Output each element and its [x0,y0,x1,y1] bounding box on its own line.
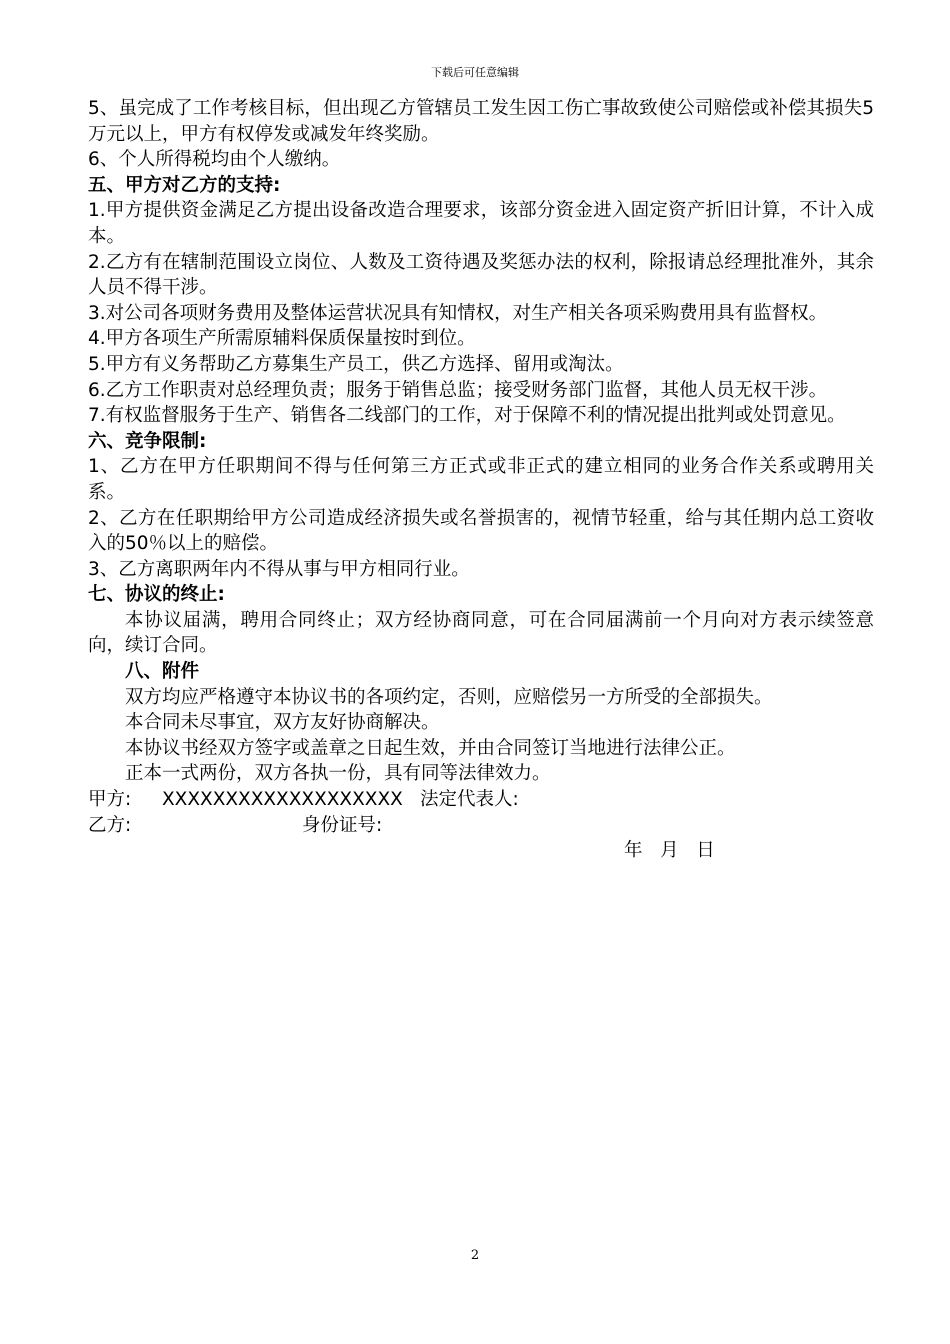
paragraph: 本协议届满，聘用合同终止；双方经协商同意，可在合同届满前一个月向对方表示续签意向，续订合同。 [88,609,874,657]
paragraph: 2.乙方有在辖制范围设立岗位、人数及工资待遇及奖惩办法的权利，除报请总经理批准外，其余人员不得干涉。 [88,251,874,299]
paragraph: 双方均应严格遵守本协议书的各项约定，否则，应赔偿另一方所受的全部损失。 [125,686,773,708]
paragraph: 5.甲方有义务帮助乙方募集生产员工，供乙方选择、留用或淘汰。 [88,353,624,375]
paragraph: 1.甲方提供资金满足乙方提出设备改造合理要求，该部分资金进入固定资产折旧计算，不计入成本。 [88,200,874,247]
paragraph: 4.甲方各项生产所需原辅料保质保量按时到位。 [88,328,476,350]
paragraph: 3、乙方离职两年内不得从事与甲方相同行业。 [88,558,470,580]
party-a-label: 甲方: [88,789,132,811]
party-a-value: XXXXXXXXXXXXXXXXXXX [162,789,403,811]
paragraph: 7.有权监督服务于生产、销售各二线部门的工作，对于保障不利的情况提出批判或处罚意见。 [88,405,846,427]
paragraph: 1、乙方在甲方任职期间不得与任何第三方正式或非正式的建立相同的业务合作关系或聘用关系。 [88,456,874,503]
section-heading: 七、协议的终止: [88,584,225,606]
section-heading: 六、竞争限制: [88,430,207,452]
paragraph: 6.乙方工作职责对总经理负责；服务于销售总监；接受财务部门监督，其他人员无权干涉。 [88,379,828,401]
legal-rep-label: 法定代表人: [420,789,519,811]
page-number: 2 [470,1248,480,1263]
signature-row-party-a [88,787,874,813]
signature-row-party-b [88,813,874,839]
id-number-label: 身份证号: [302,814,383,836]
page-header: 下载后可任意编辑 [431,66,519,79]
party-b-label: 乙方: [88,814,132,836]
paragraph: 3.对公司各项财务费用及整体运营状况具有知情权，对生产相关各项采购费用具有监督权。 [88,302,828,324]
paragraph: 6、个人所得税均由个人缴纳。 [88,149,341,171]
paragraph: 正本一式两份，双方各执一份，具有同等法律效力。 [125,763,551,785]
section-heading: 八、附件 [125,661,200,683]
paragraph: 2、乙方在任职期给甲方公司造成经济损失或名誉损害的，视情节轻重，给与其任期内总工资收入的50％以上的赔偿。 [88,507,874,555]
document-body [88,96,874,864]
signature-row-date [88,838,874,864]
paragraph: 5、虽完成了工作考核目标，但出现乙方管辖员工发生因工伤亡事故致使公司赔偿或补偿其损失5万元以上，甲方有权停发或减发年终奖励。 [88,98,874,145]
paragraph: 本合同未尽事宜，双方友好协商解决。 [125,712,440,734]
section-heading: 五、甲方对乙方的支持: [88,174,281,196]
date-label: 年 月 日 [624,840,715,862]
paragraph: 本协议书经双方签字或盖章之日起生效，并由合同签订当地进行法律公正。 [125,737,736,759]
